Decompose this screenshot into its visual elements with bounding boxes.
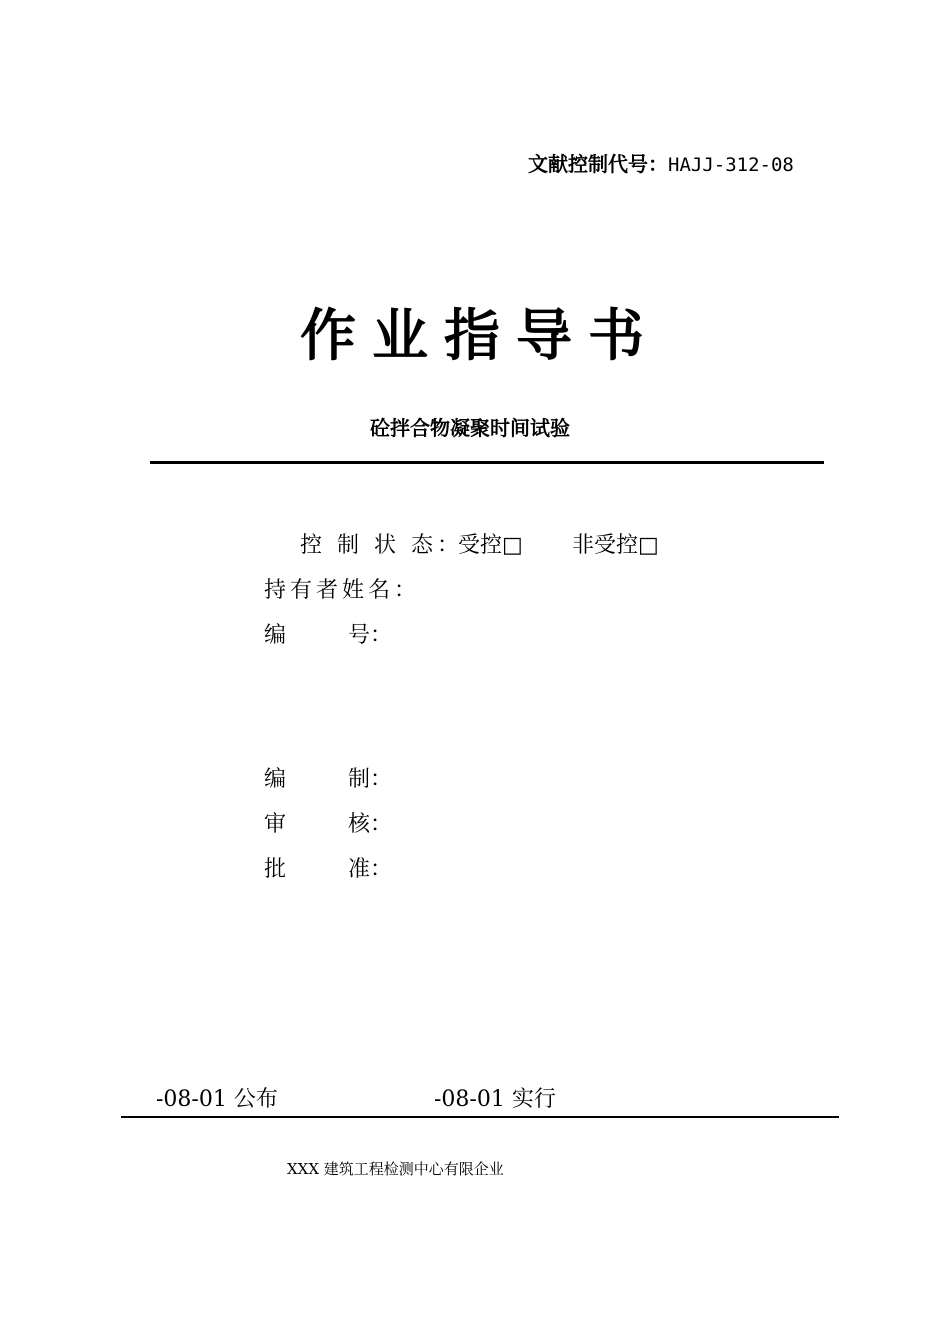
approved-by-label-first: 批 [264, 857, 287, 882]
publish-date: -08-01 公布 [156, 1087, 278, 1112]
company-name: XXX 建筑工程检测中心有限企业 [287, 1160, 504, 1178]
control-status-label: 控 制 状 态： [300, 533, 463, 558]
page-subtitle: 砼拌合物凝聚时间试验 [370, 416, 570, 440]
controlled-checkbox[interactable]: 受控□ [458, 533, 523, 558]
page-title: 作业指导书 [300, 304, 660, 369]
bottom-divider [121, 1116, 839, 1118]
top-divider [150, 461, 824, 464]
number-label-second: 号： [348, 623, 393, 648]
prepared-by-label-second: 制： [348, 767, 393, 792]
document-control-code [528, 148, 794, 177]
doc-control-code-value: HAJJ-312-08 [668, 154, 794, 176]
uncontrolled-checkbox[interactable]: 非受控□ [572, 533, 659, 558]
doc-control-label: 文献控制代号： [528, 152, 668, 176]
prepared-by-label-first: 编 [264, 767, 287, 792]
approved-by-label-second: 准： [348, 857, 393, 882]
reviewed-by-label-first: 审 [264, 812, 287, 837]
reviewed-by-label-second: 核： [348, 812, 393, 837]
effective-date: -08-01 实行 [434, 1087, 556, 1112]
holder-name-label: 持有者姓名： [264, 578, 421, 603]
number-label-first: 编 [264, 623, 287, 648]
